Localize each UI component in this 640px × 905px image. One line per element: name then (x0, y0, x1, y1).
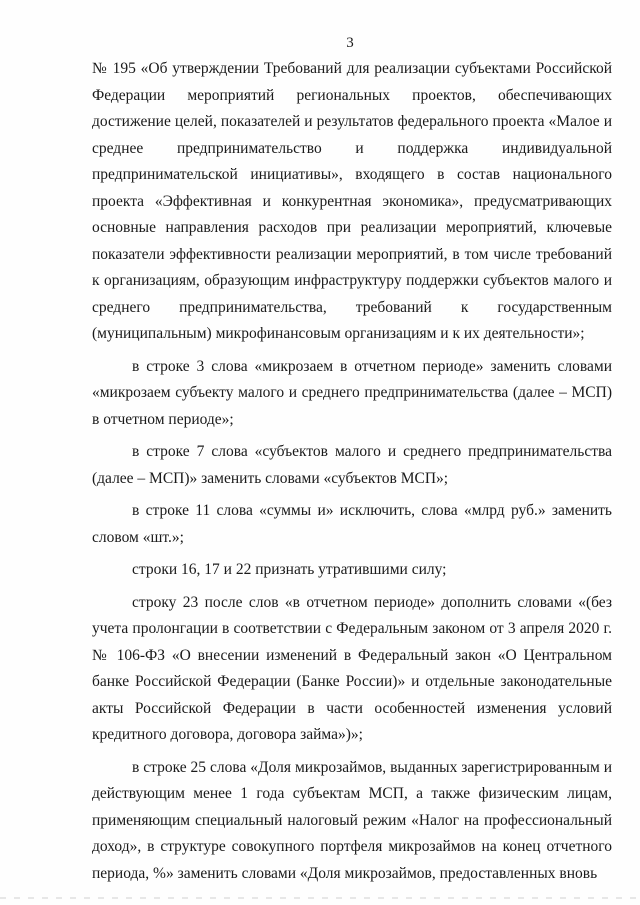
page-number: 3 (346, 35, 354, 51)
paragraph-2: в строке 3 слова «микрозаем в отчетном периоде» заменить словами «микрозаем субъекту малого и среднего предпринимательства (далее – МСП) в отчетном периоде»; (92, 357, 612, 428)
document-body (92, 56, 612, 887)
scan-edge-mark (0, 897, 640, 899)
paragraph-3: в строке 7 слова «субъектов малого и среднего предпринимательства (далее – МСП)» заменить словами «субъектов МСП»; (92, 443, 612, 487)
paragraph-6: строку 23 после слов «в отчетном периоде» дополнить словами «(без учета пролонгации в соответствии с Федеральным законом от 3 апреля 2020 г. № 106-ФЗ «О внесении изменений в Федеральный закон «О Центральном банке Российской Федерации (Банке России)» и отдельные законодательные акты Российской Федерации в части особенностей изменения условий кредитного договора, договора займа»)»; (92, 593, 612, 743)
paragraph-4: в строке 11 слова «суммы и» исключить, слова «млрд руб.» заменить словом «шт.»; (92, 502, 612, 546)
paragraph-5: строки 16, 17 и 22 признать утратившими силу; (132, 561, 447, 578)
paragraph-1: № 195 «Об утверждении Требований для реализации субъектами Российской Федерации мероприятий региональных проектов, обеспечивающих достижение целей, показателей и результатов федерального проекта «Малое и среднее предпринимательство и поддержка индивидуальной предпринимательской инициативы», входящего в состав национального проекта «Эффективная и конкурентная экономика», предусматривающих основные направления расходов при реализации мероприятий, ключевые показатели эффективности реализации мероприятий, в том числе требований к организациям, образующим инфраструктуру поддержки субъектов малого и среднего предпринимательства, требований к государственным (муниципальным) микрофинансовым организациям и к их деятельности»; (92, 60, 612, 342)
paragraph-7: в строке 25 слова «Доля микрозаймов, выданных зарегистрированным и действующим менее 1 года субъектам МСП, а также физическим лицам, применяющим специальный налоговый режим «Налог на профессиональный доход», в структуре совокупного портфеля микрозаймов на конец отчетного периода, %» заменить словами «Доля микрозаймов, предоставленных вновь (92, 758, 612, 882)
